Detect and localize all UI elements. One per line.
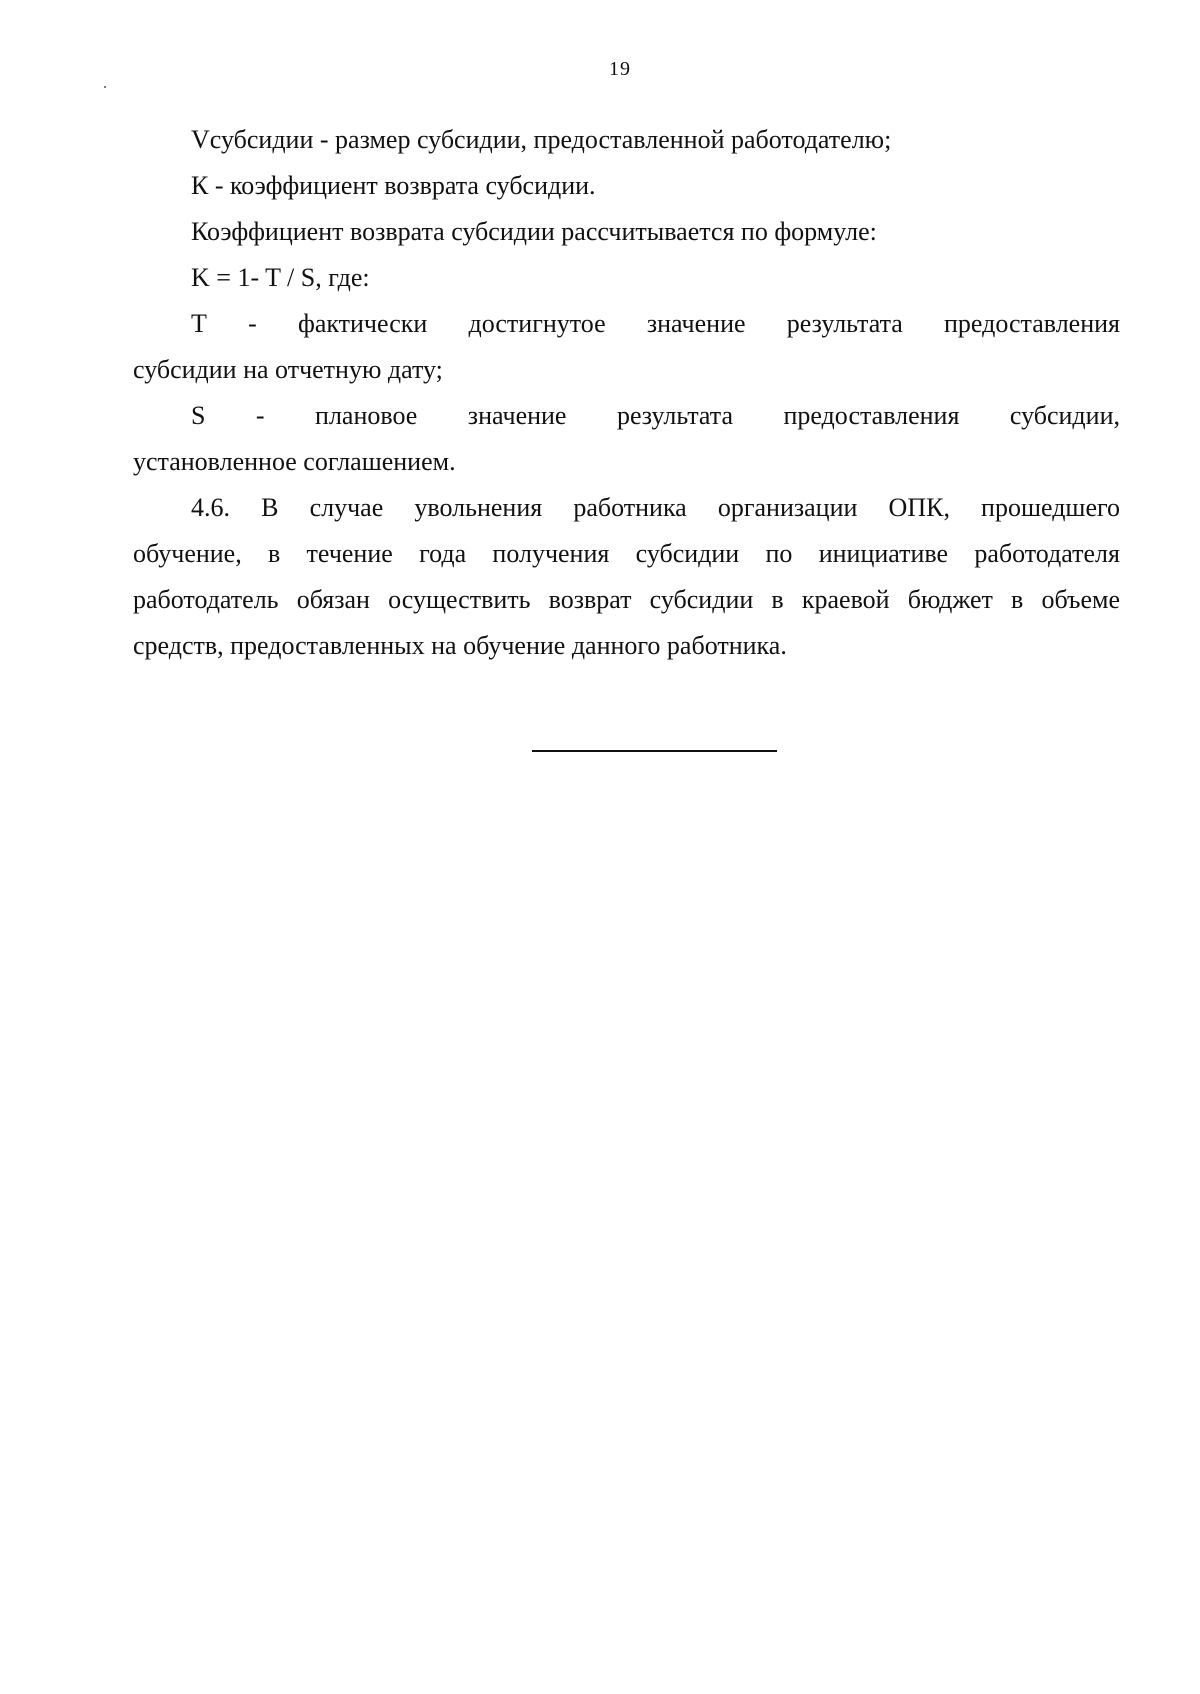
end-divider-line (532, 750, 777, 752)
formula: K = 1- T / S, где: (191, 263, 370, 292)
definition-t-line-2: субсидии на отчетную дату; (133, 355, 443, 384)
formula-intro: Коэффициент возврата субсидии рассчитывается по формуле: (191, 217, 877, 246)
definition-t-line-1: Т - фактически достигнутое значение результата предоставления (191, 309, 1120, 338)
definition-v-subsidy: Vсубсидии - размер субсидии, предоставленной работодателю; (191, 125, 892, 154)
clause-4-6-line-4: средств, предоставленных на обучение данного работника. (133, 631, 787, 660)
definition-s-line-1: S - плановое значение результата предоставления субсидии, (191, 401, 1120, 430)
page-number: 19 (609, 58, 631, 80)
clause-4-6-line-1: 4.6. В случае увольнения работника организации ОПК, прошедшего (191, 493, 1120, 522)
clause-4-6-line-3: работодатель обязан осуществить возврат субсидии в краевой бюджет в объеме (133, 585, 1120, 614)
definition-k-coefficient: К - коэффициент возврата субсидии. (191, 171, 596, 200)
definition-s-line-2: установленное соглашением. (133, 447, 456, 476)
clause-4-6-line-2: обучение, в течение года получения субсидии по инициативе работодателя (133, 539, 1120, 568)
document-body (133, 117, 1120, 669)
scan-speck (104, 86, 106, 88)
